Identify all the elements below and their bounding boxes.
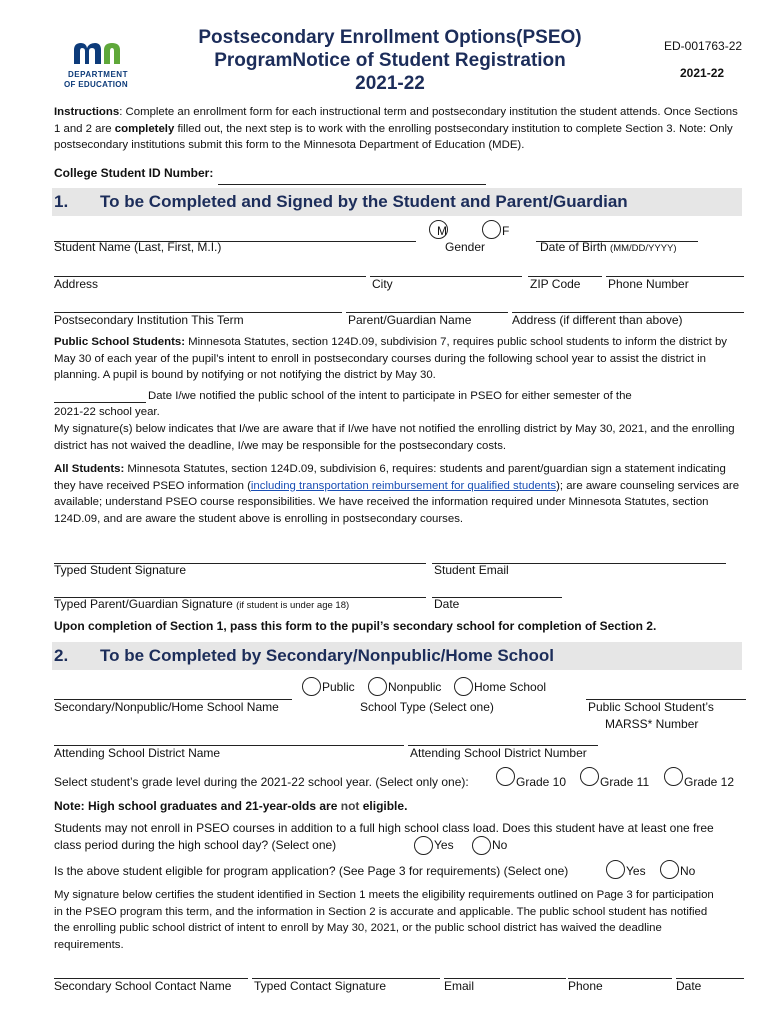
- address-field[interactable]: [54, 276, 366, 277]
- note-post: eligible.: [359, 799, 408, 813]
- free-period-yes-label: Yes: [434, 838, 454, 852]
- parent-date-label: Date: [434, 597, 460, 611]
- city-field[interactable]: [370, 276, 522, 277]
- parent-address-label: Address (if different than above): [512, 313, 683, 327]
- zip-label: ZIP Code: [530, 277, 581, 291]
- date-notified-line2: 2021-22 school year.: [54, 406, 160, 418]
- section2-number: 2.: [54, 646, 69, 665]
- gender-label: Gender: [445, 240, 486, 254]
- eligible-yes-label: Yes: [626, 864, 646, 878]
- dob-text: Date of Birth: [540, 240, 607, 254]
- page-title-line2: ProgramNotice of Student Registration: [214, 50, 566, 71]
- logo-text-line2: OF EDUCATION: [64, 80, 128, 89]
- public-students-paragraph: [54, 334, 744, 384]
- institution-label: Postsecondary Institution This Term: [54, 313, 244, 327]
- transportation-reimbursement-link[interactable]: including transportation reimbursement for qualified students: [250, 479, 557, 492]
- note-not: not: [340, 799, 360, 813]
- section1-title: To be Completed and Signed by the Student and Parent/Guardian: [100, 192, 628, 211]
- instructions-text1: : Complete an enrollment form for each instructional term and postsecondary institution the student attends. Once Sections 1 and 2 are: [54, 106, 738, 135]
- eligible-question: Is the above student eligible for program application? (See Page 3 for requirements) (Select one): [54, 864, 569, 878]
- page-title-line3: 2021-22: [355, 73, 425, 94]
- gender-f-label: F: [502, 224, 510, 238]
- instructions-paragraph: [54, 104, 744, 154]
- dob-label: [540, 240, 677, 254]
- student-signature-label: Typed Student Signature: [54, 563, 187, 577]
- certification-paragraph: My signature below certifies the student identified in Section 1 meets the eligibility requirements outlined on Page 3 for participation in the PSEO program this term, and the information in Section 2 is accurate and applicable. The public school student has notified the enrolling public school district of intent to enroll by May 30, 2021, or the public school district has waived the deadline requirements.: [54, 889, 714, 951]
- mn-logo-icon: [72, 40, 132, 66]
- district-name-label: Attending School District Name: [54, 746, 221, 760]
- free-period-no-label: No: [492, 838, 508, 852]
- eligible-yes-radio[interactable]: [606, 860, 625, 879]
- gender-f-radio[interactable]: [482, 220, 501, 239]
- all-students-text1: Minnesota Statutes, section 124D.09, subdivision 6, requires: students and parent/guardian sign a statement indicating they have received PSEO information (: [54, 463, 726, 492]
- eligibility-note: [54, 799, 407, 813]
- grade11-radio[interactable]: [580, 767, 599, 786]
- mde-logo: [64, 40, 140, 92]
- contact-name-label: Secondary School Contact Name: [54, 979, 232, 993]
- parent-signature-label: [54, 597, 349, 611]
- form-id: ED-001763-22: [664, 39, 743, 53]
- gender-m-label: M: [437, 224, 447, 238]
- free-period-question: Students may not enroll in PSEO courses in addition to a full high school class load. Does this student have at least one free class period during the high school day? (Select one): [54, 821, 714, 852]
- public-students-label: Public School Students:: [54, 336, 185, 348]
- school-name-label: Secondary/Nonpublic/Home School Name: [54, 700, 279, 714]
- instructions-text2: filled out, the next step is to work with the enrolling postsecondary institution to complete Section 3. Note: Only postsecondary institutions submit this form to the Minnesota Department of Education (MDE).: [54, 122, 733, 151]
- free-period-no-radio[interactable]: [472, 836, 491, 855]
- nonpublic-label: Nonpublic: [388, 680, 442, 694]
- marss-label-line2: MARSS* Number: [605, 717, 699, 731]
- public-radio[interactable]: [302, 677, 321, 696]
- section1-number: 1.: [54, 192, 69, 211]
- public-label: Public: [322, 680, 355, 694]
- grade10-radio[interactable]: [496, 767, 515, 786]
- grade12-radio[interactable]: [664, 767, 683, 786]
- grade-prompt: Select student’s grade level during the 2021-22 school year. (Select only one):: [54, 775, 469, 789]
- parent-name-label: Parent/Guardian Name: [348, 313, 472, 327]
- contact-date-label: Date: [676, 979, 702, 993]
- student-name-label: Student Name (Last, First, M.I.): [54, 240, 222, 254]
- eligible-no-label: No: [680, 864, 696, 878]
- home-school-label: Home School: [474, 680, 547, 694]
- form-year: 2021-22: [680, 66, 725, 80]
- college-id-field[interactable]: [218, 184, 486, 185]
- phone-label: Phone Number: [608, 277, 689, 291]
- contact-phone-label: Phone: [568, 979, 603, 993]
- all-students-text2: ); are aware counseling services are available; understand PSEO course responsibilities. We have received the information required under Minnesota Statutes, section 124D.09, and are aware the student above is enrolling in postsecondary courses.: [54, 479, 740, 525]
- student-email-label: Student Email: [434, 563, 509, 577]
- signature-statement: My signature(s) below indicates that I/we are aware that if I/we have not notified the enrolling district by May 30, 2021, and the enrolling district has not waived the deadline, I/we may be responsible for the postsecondary costs.: [54, 423, 735, 452]
- college-id-label: College Student ID Number:: [54, 166, 214, 180]
- all-students-label: All Students:: [54, 463, 125, 475]
- public-students-text: Minnesota Statutes, section 124D.09, subdivision 7, requires public school students to inform the district by May 30 of each year of the pupil’s intent to enroll in postsecondary courses during the following school year to assist the district in planning. A pupil is bound by notifying or not notifying the district by May 30.: [54, 336, 727, 381]
- note-pre: Note: High school graduates and 21-year-olds are: [54, 799, 341, 813]
- eligible-no-radio[interactable]: [660, 860, 679, 879]
- page-title-line1: Postsecondary Enrollment Options(PSEO): [198, 27, 582, 48]
- school-type-label: School Type (Select one): [360, 700, 494, 714]
- parent-signature-text: Typed Parent/Guardian Signature: [54, 597, 233, 611]
- date-notified-field[interactable]: [54, 402, 146, 403]
- instructions-emph: completely: [114, 122, 175, 135]
- section2-title: To be Completed by Secondary/Nonpublic/Home School: [100, 646, 555, 665]
- contact-email-label: Email: [444, 979, 475, 993]
- grade10-label: Grade 10: [516, 775, 567, 789]
- district-number-label: Attending School District Number: [410, 746, 587, 760]
- grade11-label: Grade 11: [600, 775, 650, 789]
- free-period-yes-radio[interactable]: [414, 836, 433, 855]
- instructions-label: Instructions: [54, 106, 120, 118]
- address-label: Address: [54, 277, 99, 291]
- completion-note: Upon completion of Section 1, pass this form to the pupil’s secondary school for completion of Section 2.: [54, 619, 657, 633]
- date-notified-line1: Date I/we notified the public school of the intent to participate in PSEO for either semester of the: [148, 390, 632, 402]
- marss-label-line1: Public School Student’s: [588, 700, 714, 714]
- grade12-label: Grade 12: [684, 775, 735, 789]
- nonpublic-radio[interactable]: [368, 677, 387, 696]
- contact-signature-label: Typed Contact Signature: [254, 979, 387, 993]
- all-students-paragraph: [54, 461, 744, 527]
- city-label: City: [372, 277, 393, 291]
- logo-text-line1: DEPARTMENT: [68, 70, 128, 79]
- home-school-radio[interactable]: [454, 677, 473, 696]
- parent-signature-note: (if student is under age 18): [236, 600, 350, 611]
- dob-format: (MM/DD/YYYY): [610, 243, 677, 254]
